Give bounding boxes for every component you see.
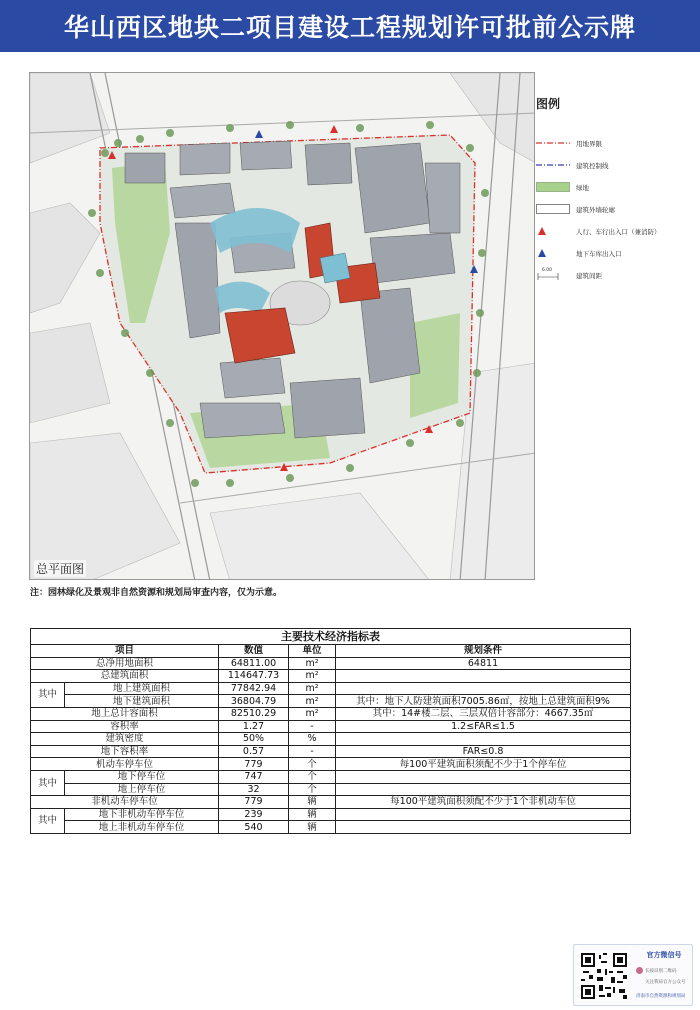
- row-condition: 1.2≤FAR≤1.5: [336, 720, 631, 733]
- row-unit: m²: [289, 682, 336, 695]
- legend: [536, 95, 666, 285]
- table-row: [31, 707, 631, 720]
- table-row: [31, 821, 631, 834]
- legend-title: 图例: [536, 97, 561, 111]
- row-value: 1.27: [219, 720, 289, 733]
- row-item: 地上停车位: [65, 783, 219, 796]
- table-row: [31, 682, 631, 695]
- wechat-logo-icon: [636, 967, 643, 974]
- group-label: 其中: [31, 770, 65, 795]
- row-unit: 辆: [289, 796, 336, 809]
- row-unit: 个: [289, 758, 336, 771]
- row-unit: %: [289, 733, 336, 746]
- row-value: 64811.00: [219, 657, 289, 670]
- outline-box-icon: [536, 203, 570, 215]
- table-row: [31, 770, 631, 783]
- qr-line-1: [636, 967, 692, 974]
- row-condition: 64811: [336, 657, 631, 670]
- row-value: 779: [219, 758, 289, 771]
- legend-label: 建筑控制线: [576, 161, 609, 170]
- row-condition: [336, 808, 631, 821]
- table-caption-row: [31, 629, 631, 645]
- row-value: 50%: [219, 733, 289, 746]
- table-row: [31, 670, 631, 683]
- blue-triangle-icon: [536, 247, 570, 259]
- row-unit: m²: [289, 657, 336, 670]
- qr-code-icon[interactable]: [579, 951, 629, 1001]
- row-condition: [336, 670, 631, 683]
- legend-label: 地下车库出入口: [576, 249, 622, 258]
- table-row: [31, 733, 631, 746]
- green-box-icon: [536, 181, 570, 193]
- legend-item: [536, 176, 666, 198]
- legend-label: 人行、车行出入口（兼消防）: [576, 227, 661, 236]
- table-row: [31, 657, 631, 670]
- row-unit: 辆: [289, 821, 336, 834]
- row-item: 地上非机动车停车位: [65, 821, 219, 834]
- header-condition: 规划条件: [336, 645, 631, 658]
- legend-item: [536, 132, 666, 154]
- row-condition: [336, 783, 631, 796]
- row-unit: 个: [289, 783, 336, 796]
- row-item: 机动车停车位: [31, 758, 219, 771]
- row-value: 114647.73: [219, 670, 289, 683]
- table-row: [31, 745, 631, 758]
- row-condition: 每100平建筑面积须配不少于1个非机动车位: [336, 796, 631, 809]
- row-condition: 其中：14#楼二层、三层双倍计容部分：4667.35㎡: [336, 707, 631, 720]
- row-unit: m²: [289, 695, 336, 708]
- legend-item: [536, 220, 666, 242]
- row-item: 总净用地面积: [31, 657, 219, 670]
- landscape-note: 注：园林绿化及景观非自然资源和规划局审查内容，仅为示意。: [30, 588, 283, 598]
- row-item: 容积率: [31, 720, 219, 733]
- legend-label: 绿地: [576, 183, 589, 192]
- group-label: 其中: [31, 682, 65, 707]
- blue-dash-dot-line-icon: [536, 159, 570, 171]
- table-row: [31, 796, 631, 809]
- row-unit: -: [289, 720, 336, 733]
- table-row: [31, 758, 631, 771]
- legend-item: [536, 242, 666, 264]
- row-item: 地下建筑面积: [65, 695, 219, 708]
- row-condition: [336, 770, 631, 783]
- row-unit: m²: [289, 670, 336, 683]
- row-unit: 个: [289, 770, 336, 783]
- legend-item: [536, 198, 666, 220]
- legend-label: 建筑间距: [576, 271, 602, 280]
- row-condition: 每100平建筑面积须配不少于1个停车位: [336, 758, 631, 771]
- legend-label: 建筑外墙轮廓: [576, 205, 615, 214]
- header-item: 项目: [31, 645, 219, 658]
- red-dash-dot-line-icon: [536, 137, 570, 149]
- red-triangle-icon: [536, 225, 570, 237]
- row-value: 36804.79: [219, 695, 289, 708]
- site-plan-image: [29, 72, 535, 580]
- row-unit: m²: [289, 707, 336, 720]
- row-value: 32: [219, 783, 289, 796]
- row-condition: FAR≤0.8: [336, 745, 631, 758]
- row-condition: [336, 821, 631, 834]
- row-item: 总建筑面积: [31, 670, 219, 683]
- site-plan-drawing: [30, 73, 535, 580]
- table-row: [31, 720, 631, 733]
- group-label: 其中: [31, 808, 65, 833]
- dimension-line-icon: [536, 269, 570, 281]
- row-item: 地上总计容面积: [31, 707, 219, 720]
- row-value: 747: [219, 770, 289, 783]
- row-unit: 辆: [289, 808, 336, 821]
- qr-line-1-text: 长按识别二维码: [645, 969, 677, 974]
- row-value: 77842.94: [219, 682, 289, 695]
- row-condition: 其中：地下人防建筑面积7005.86㎡，按地上总建筑面积9%: [336, 695, 631, 708]
- table-row: [31, 808, 631, 821]
- row-value: 239: [219, 808, 289, 821]
- row-item: 建筑密度: [31, 733, 219, 746]
- row-item: 地下容积率: [31, 745, 219, 758]
- row-item: 非机动车停车位: [31, 796, 219, 809]
- row-condition: [336, 682, 631, 695]
- row-condition: [336, 733, 631, 746]
- legend-item: [536, 154, 666, 176]
- page-title-banner: [0, 0, 700, 52]
- row-item: 地上建筑面积: [65, 682, 219, 695]
- row-value: 540: [219, 821, 289, 834]
- table-row: [31, 783, 631, 796]
- table-row: [31, 695, 631, 708]
- plan-label: 总平面图: [36, 562, 85, 576]
- wechat-qr-card[interactable]: [573, 944, 693, 1006]
- legend-label: 用地界限: [576, 139, 602, 148]
- row-item: 地下停车位: [65, 770, 219, 783]
- table-caption: 主要技术经济指标表: [31, 629, 631, 645]
- table-header-row: [31, 645, 631, 658]
- row-value: 82510.29: [219, 707, 289, 720]
- qr-line-2: 关注我局官方公众号: [645, 980, 686, 985]
- row-value: 0.57: [219, 745, 289, 758]
- header-unit: 单位: [289, 645, 336, 658]
- dimension-value: 6.00: [542, 268, 553, 273]
- row-unit: -: [289, 745, 336, 758]
- technical-indicators-table: [30, 628, 631, 834]
- legend-item: [536, 264, 666, 286]
- header-value: 数值: [219, 645, 289, 658]
- row-value: 779: [219, 796, 289, 809]
- qr-title: 官方微信号: [646, 951, 682, 959]
- qr-line-3: 济南市自然资源和规划局: [636, 994, 686, 999]
- page-title: 华山西区地块二项目建设工程规划许可批前公示牌: [63, 13, 636, 42]
- row-item: 地下非机动车停车位: [65, 808, 219, 821]
